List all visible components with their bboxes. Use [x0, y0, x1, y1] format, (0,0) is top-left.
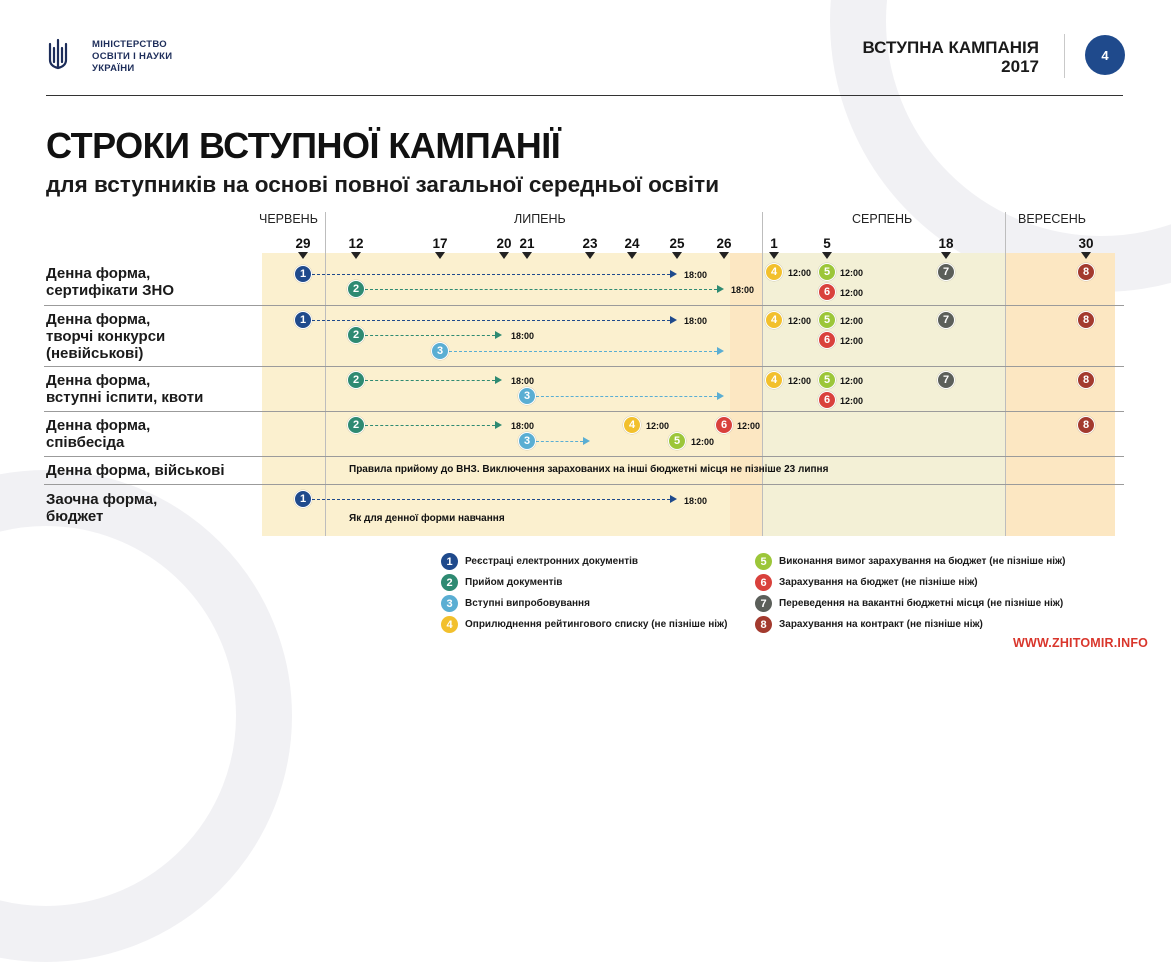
- month-july: ЛИПЕНЬ: [514, 212, 566, 226]
- row-label: [46, 265, 174, 299]
- day-tick: [351, 252, 361, 259]
- time-label: 18:00: [511, 421, 535, 431]
- day-label: 25: [669, 236, 685, 251]
- time-label: 12:00: [840, 336, 864, 346]
- day-label: 23: [582, 236, 598, 251]
- step-marker-5: 5: [818, 371, 836, 389]
- day-label: 18: [938, 236, 954, 251]
- step-marker-8: 8: [1077, 371, 1095, 389]
- legend-marker: 7: [755, 595, 772, 612]
- ministry-line: МІНІСТЕРСТВО: [92, 39, 167, 50]
- month-september: ВЕРЕСЕНЬ: [1018, 212, 1086, 226]
- month-separator: [762, 212, 763, 536]
- time-label: 12:00: [788, 376, 812, 386]
- step-marker-8: 8: [1077, 416, 1095, 434]
- time-label: 12:00: [691, 437, 715, 447]
- august-band: [762, 253, 1005, 536]
- page-title: СТРОКИ ВСТУПНОЇ КАМПАНІЇ: [46, 125, 561, 166]
- legend-marker: 1: [441, 553, 458, 570]
- step-marker-2: 2: [347, 326, 365, 344]
- timeline-arrow: [312, 499, 670, 500]
- row-label: [46, 372, 203, 406]
- ministry-line: ОСВІТИ І НАУКИ: [92, 51, 173, 62]
- row-label-line: Денна форма,: [46, 265, 151, 282]
- time-label: 18:00: [511, 331, 535, 341]
- legend-marker: 8: [755, 616, 772, 633]
- legend-marker: 2: [441, 574, 458, 591]
- day-label: 30: [1078, 236, 1094, 251]
- timeline-arrow: [536, 441, 583, 442]
- step-marker-5: 5: [818, 263, 836, 281]
- month-august: СЕРПЕНЬ: [852, 212, 913, 226]
- september-band: [1005, 253, 1115, 536]
- late-july-band: [730, 253, 762, 536]
- time-label: 12:00: [646, 421, 670, 431]
- timeline-arrow: [365, 425, 495, 426]
- row-label-line: Денна форма,: [46, 417, 151, 434]
- row-label-line: сертифікати ЗНО: [46, 282, 174, 299]
- row-label-line: Денна форма,: [46, 372, 151, 389]
- legend-text: Вступні випробовування: [465, 598, 590, 609]
- row-separator: [44, 305, 1124, 306]
- time-label: 12:00: [788, 268, 812, 278]
- step-marker-4: 4: [765, 371, 783, 389]
- step-marker-4: 4: [623, 416, 641, 434]
- time-label: 12:00: [737, 421, 761, 431]
- month-separator: [325, 212, 326, 536]
- day-tick: [499, 252, 509, 259]
- day-tick: [1081, 252, 1091, 259]
- month-separator: [1005, 212, 1006, 536]
- military-note: Правила прийому до ВНЗ. Виключення зарахованих на інші бюджетні місця не пізніше 23 липня: [349, 464, 829, 475]
- row-label-line: співбесіда: [46, 434, 125, 451]
- timeline-arrow: [365, 380, 495, 381]
- time-label: 18:00: [684, 270, 708, 280]
- ministry-name: [92, 39, 172, 75]
- step-marker-6: 6: [818, 283, 836, 301]
- step-marker-5: 5: [818, 311, 836, 329]
- time-label: 18:00: [511, 376, 535, 386]
- time-label: 12:00: [840, 288, 864, 298]
- page-number-badge: 4: [1085, 35, 1125, 75]
- trident-logo-icon: [46, 38, 70, 72]
- row-label-line: вступні іспити, квоти: [46, 389, 204, 406]
- row-label-line: (невійськові): [46, 345, 144, 362]
- day-tick: [627, 252, 637, 259]
- time-label: 18:00: [731, 285, 755, 295]
- legend-marker: 6: [755, 574, 772, 591]
- row-separator: [44, 456, 1124, 457]
- step-marker-1: 1: [294, 265, 312, 283]
- timeline-arrow: [365, 289, 717, 290]
- timeline-arrow: [312, 274, 670, 275]
- site-watermark: WWW.ZHITOMIR.INFO: [1013, 636, 1149, 650]
- campaign-title: ВСТУПНА КАМПАНІЯ: [862, 38, 1039, 57]
- day-tick: [522, 252, 532, 259]
- timeline-arrow: [365, 335, 495, 336]
- row-label-line: Денна форма, військові: [46, 462, 225, 479]
- row-label-line: Денна форма,: [46, 311, 151, 328]
- step-marker-2: 2: [347, 371, 365, 389]
- day-label: 12: [348, 236, 364, 251]
- time-label: 18:00: [684, 496, 708, 506]
- legend-marker: 3: [441, 595, 458, 612]
- day-label: 21: [519, 236, 535, 251]
- step-marker-5: 5: [668, 432, 686, 450]
- row-label-line: бюджет: [46, 508, 104, 525]
- time-label: 12:00: [840, 396, 864, 406]
- legend-text: Виконання вимог зарахування на бюджет (не пізніше ніж): [779, 556, 1066, 567]
- step-marker-7: 7: [937, 263, 955, 281]
- legend-text: Прийом документів: [465, 577, 563, 588]
- legend-text: Зарахування на контракт (не пізніше ніж): [779, 619, 983, 630]
- step-marker-1: 1: [294, 311, 312, 329]
- header-divider: [1064, 34, 1065, 78]
- legend-text: Зарахування на бюджет (не пізніше ніж): [779, 577, 978, 588]
- day-tick: [435, 252, 445, 259]
- row-label: [46, 462, 225, 479]
- june-july-band: [262, 253, 762, 536]
- step-marker-8: 8: [1077, 263, 1095, 281]
- page-subtitle: для вступників на основі повної загальної середньої освіти: [46, 172, 720, 197]
- timeline-arrow: [312, 320, 670, 321]
- ministry-line: УКРАЇНИ: [92, 63, 135, 74]
- legend-text: Реєстраці електронних документів: [465, 556, 639, 567]
- day-label: 20: [496, 236, 512, 251]
- extramural-note: Як для денної форми навчання: [349, 513, 505, 524]
- day-label: 1: [770, 236, 778, 251]
- step-marker-3: 3: [518, 387, 536, 405]
- day-tick: [298, 252, 308, 259]
- time-label: 12:00: [840, 268, 864, 278]
- timeline-arrow: [536, 396, 717, 397]
- time-label: 12:00: [840, 316, 864, 326]
- time-label: 18:00: [684, 316, 708, 326]
- step-marker-8: 8: [1077, 311, 1095, 329]
- step-marker-7: 7: [937, 311, 955, 329]
- day-label: 24: [624, 236, 640, 251]
- campaign-year: 2017: [1001, 57, 1039, 76]
- step-marker-6: 6: [818, 331, 836, 349]
- row-label: [46, 417, 150, 451]
- step-marker-4: 4: [765, 263, 783, 281]
- day-tick: [585, 252, 595, 259]
- day-label: 5: [823, 236, 831, 251]
- time-label: 12:00: [840, 376, 864, 386]
- step-marker-3: 3: [431, 342, 449, 360]
- step-marker-1: 1: [294, 490, 312, 508]
- row-separator: [44, 411, 1124, 412]
- time-label: 12:00: [788, 316, 812, 326]
- campaign-label: [863, 38, 1039, 76]
- step-marker-7: 7: [937, 371, 955, 389]
- step-marker-6: 6: [818, 391, 836, 409]
- legend-text: Оприлюднення рейтингового списку (не пізніше ніж): [465, 619, 728, 630]
- day-label: 17: [432, 236, 448, 251]
- step-marker-4: 4: [765, 311, 783, 329]
- legend-text: Переведення на вакантні бюджетні місця (не пізніше ніж): [779, 598, 1064, 609]
- row-label-line: творчі конкурси: [46, 328, 166, 345]
- timeline-arrow: [449, 351, 717, 352]
- step-marker-6: 6: [715, 416, 733, 434]
- day-tick: [769, 252, 779, 259]
- header-rule: [46, 95, 1123, 96]
- step-marker-2: 2: [347, 416, 365, 434]
- step-marker-3: 3: [518, 432, 536, 450]
- legend-marker: 5: [755, 553, 772, 570]
- day-tick: [941, 252, 951, 259]
- day-tick: [719, 252, 729, 259]
- legend-marker: 4: [441, 616, 458, 633]
- month-june: ЧЕРВЕНЬ: [259, 212, 318, 226]
- day-tick: [672, 252, 682, 259]
- step-marker-2: 2: [347, 280, 365, 298]
- row-label: [46, 491, 157, 525]
- row-separator: [44, 484, 1124, 485]
- day-label: 26: [716, 236, 732, 251]
- background-arc: [0, 470, 292, 962]
- row-label: [46, 311, 165, 362]
- day-tick: [822, 252, 832, 259]
- row-label-line: Заочна форма,: [46, 491, 158, 508]
- row-separator: [44, 366, 1124, 367]
- day-label: 29: [295, 236, 311, 251]
